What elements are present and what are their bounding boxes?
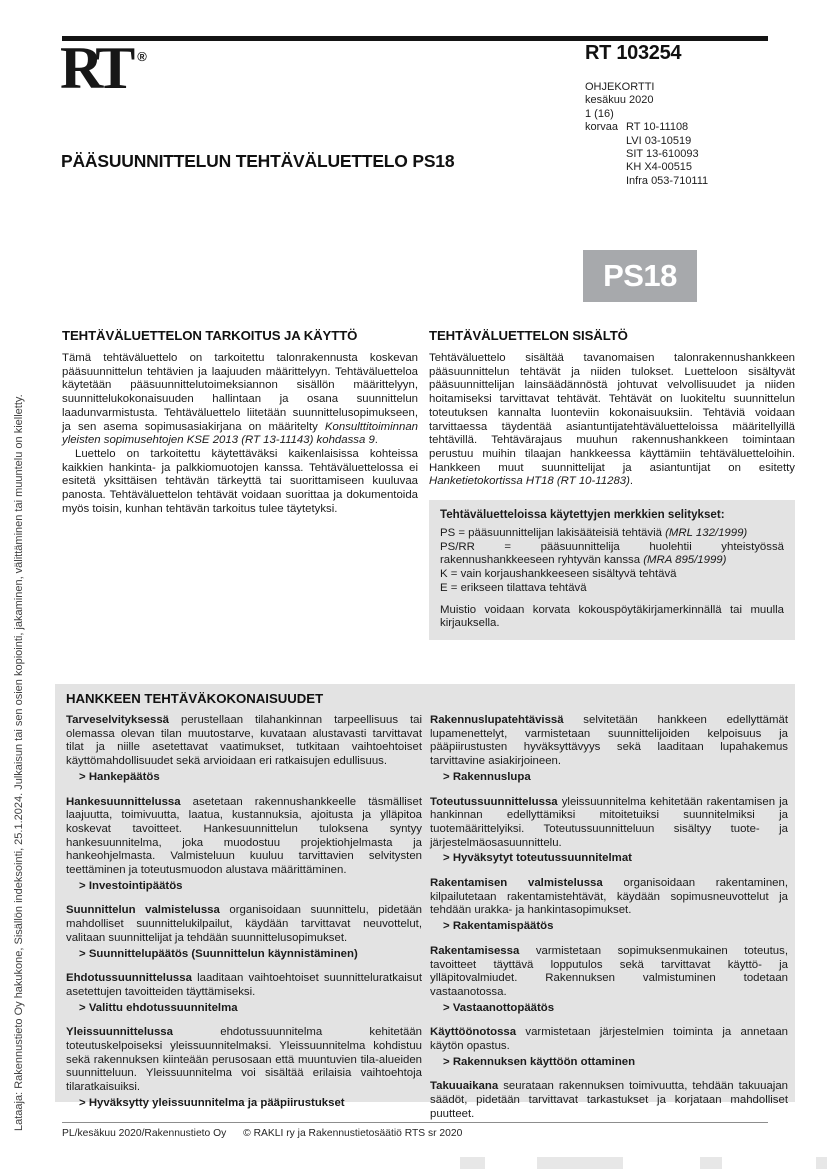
rt-logo: [60, 35, 147, 101]
legend-line: [440, 582, 784, 596]
phase-text: [430, 796, 788, 851]
phase-result: > Rakennuksen käyttöön ottaminen: [443, 1055, 636, 1068]
phase-result: > Vastaanottopäätös: [443, 1001, 555, 1014]
phase-result: > Rakennuslupa: [443, 770, 531, 783]
phase-item: [430, 945, 788, 1016]
phase-text: [66, 904, 422, 945]
phase-item: [430, 1026, 788, 1069]
phase-body: selvitetään hankkeen edellyttämät lupamenettelyt, varmistetaan suunnittelijoiden kelpoisuus ja pääpiirustusten hyväksyttävyys sekä laaditaan lupahakemus tarvittavine asiakirjoineen.: [430, 714, 788, 768]
phase-item: [430, 1080, 788, 1121]
next-page-fragment: [537, 1157, 623, 1169]
legend-line-reference: (MRA 895/1999): [643, 554, 727, 567]
header-rule: [62, 36, 768, 41]
purpose-p1-reference: Konsulttitoiminnan yleisten sopimusehtojen KSE 2013 (RT 13-11143) kohdassa 9: [62, 420, 418, 447]
phase-text: [66, 1026, 422, 1095]
intro-column-right: [429, 328, 795, 640]
legend-line-text: PS/RR = pääsuunnittelija huolehtii yhteistyössä rakennushankkeeseen ryhtyvän kanssa: [440, 540, 784, 567]
phase-text: [430, 1026, 788, 1053]
phase-text: [66, 972, 422, 999]
side-watermark: Lataaja: Rakennustieto Oy hakukone, Sisällön indeksointi, 25.1.2024. Julkaisun tai sen osien kopiointi, jakaminen, välittäminen tai muuntelu on kielletty.: [13, 394, 25, 1131]
phase-lead: Yleissuunnittelussa: [66, 1026, 173, 1039]
page-title: PÄÄSUUNNITTELUN TEHTÄVÄLUETTELO PS18: [61, 151, 455, 171]
phases-column-left: [66, 714, 422, 1133]
phase-item: [430, 796, 788, 867]
intro-columns: [62, 328, 795, 640]
phase-lead: Rakentamisessa: [430, 944, 520, 957]
phase-item: [66, 1026, 422, 1110]
legend-note: Muistio voidaan korvata kokouspöytäkirjamerkinnällä tai muulla kirjauksella.: [440, 603, 784, 630]
replaced-code: LVI 03-10519: [626, 134, 692, 147]
phase-result: > Hyväksytyt toteutussuunnitelmat: [443, 852, 632, 865]
phase-result: > Investointipäätös: [79, 879, 183, 892]
replaced-code: RT 10-11108: [626, 121, 689, 134]
legend-line: [440, 527, 784, 541]
phase-lead: Hankesuunnittelussa: [66, 795, 181, 808]
ps18-badge-label: PS18: [603, 258, 677, 293]
content-p1-text: Tehtäväluettelo sisältää tavanomaisen talonrakennushankkeen pääsuunnittelun tehtävät ja niiden tulokset. Luetteloon sisältyvät pääsuunnittelijan lainsäädännöstä johtuvat velvollisuudet ja niiden hoitamiseksi tarvittavat tehtävät. Tehtävät on luokiteltu suunnittelun toteutuksen kannalta luonteviin kokonaisuuksiin. Tehtäviä voidaan tarvittaessa täydentää asiantuntijatehtäväluetteloissa määritellyillä tehtävillä. Tehtävärajaus muuhun rakennushankkeen toimintaan perustuu muihin tilaajan hankkeessa käyttämiin tehtäväluetteloihin. Hankkeen muut suunnittelijat ja asiantuntijat on esitetty: [429, 352, 795, 474]
phase-text: [430, 1080, 788, 1121]
legend-line-reference: (MRL 132/1999): [665, 527, 748, 540]
purpose-paragraph-2: Luettelo on tarkoitettu käytettäväksi kaikenlaisissa kohteissa kaikkien hankinta- ja palkkiomuotojen kanssa. Tehtäväluettelossa ei esitetä yksittäisen tehtävän tärkeyttä tai suorittamiseen kuuluvaa panosta. Tehtäväluettelon tehtävät voidaan suorittaa ja dokumentoida myös toisin, kunhan tehtävän tarkoitus tulee täytetyksi.: [62, 447, 418, 515]
legend-line: [440, 541, 784, 568]
phase-text: [430, 945, 788, 1000]
phase-lead: Suunnittelun valmistelussa: [66, 904, 220, 917]
phases-column-right: [430, 714, 788, 1133]
replaced-code: KH X4-00515: [626, 161, 693, 174]
phase-result: > Hyväksytty yleissuunnitelma ja pääpiirustukset: [79, 1096, 345, 1109]
phases-heading: HANKKEEN TEHTÄVÄKOKONAISUUDET: [66, 691, 324, 706]
page-count: 1 (16): [585, 107, 614, 120]
phase-body: organisoidaan rakentaminen, kilpailutetaan rakentamistehtävät, käydään sopimusneuvottelut ja tehdään urakka- ja hankintasopimukset.: [430, 877, 788, 917]
phases-section: [55, 684, 795, 1120]
replaces-row: [585, 121, 708, 188]
purpose-paragraph-1: [62, 352, 418, 448]
phase-item: [430, 714, 788, 785]
content-p1-reference: Hanketietokortissa HT18 (RT 10-11283): [429, 475, 630, 488]
phase-body: varmistetaan sopimuksenmukainen toteutus, tavoitteet täyttävä lopputulos sekä tarvittavat käyttö- ja ylläpitovalmiudet. Rakennuksen valmistuminen todetaan vastaanotossa.: [430, 944, 788, 998]
phase-body: varmistetaan järjestelmien toiminta ja annetaan käytön opastus.: [430, 1026, 788, 1053]
purpose-p1-text: Tämä tehtäväluettelo on tarkoitettu talonrakennusta koskevan pääsuunnittelun tehtävien ja laajuuden määrittelyyn. Tehtäväluetteloa käytetään pääsuunnittelutoimeksiannon sisällön määrittelyyn, suunnittelukokonaisuuden hallintaan ja osana suunnittelun laadunvarmistusta. Tehtäväluettelo liitetään suunnittelusopimukseen, ja sen asema sopimusasiakirjana on määritelty: [62, 352, 418, 433]
phase-text: [66, 796, 422, 878]
doc-meta: [585, 81, 708, 188]
phase-lead: Ehdotussuunnittelussa: [66, 972, 192, 985]
phase-body: yleissuunnitelma kehitetään rakentamisen ja hankinnan edellyttämiksi mitoitetuiksi suunnitelmiksi ja tuotemäärittelyiksi. Toteutussuunnitteluun sisältyy tuote- ja järjestelmäosasuunnittelu.: [430, 795, 788, 849]
phase-item: [66, 796, 422, 894]
phase-lead: Rakennuslupatehtävissä: [430, 714, 564, 726]
legend-box: [429, 500, 795, 640]
legend-line-text: E = erikseen tilattava tehtävä: [440, 581, 587, 594]
phase-result: > Suunnittelupäätös (Suunnittelun käynnistäminen): [79, 947, 358, 960]
rt-logo-text: RT: [60, 35, 130, 101]
legend-line-text: K = vain korjaushankkeeseen sisältyvä tehtävä: [440, 568, 677, 581]
phase-lead: Takuuaikana: [430, 1080, 499, 1093]
legend-heading: Tehtäväluetteloissa käytettyjen merkkien selitykset:: [440, 508, 725, 522]
replaced-code: Infra 053-710111: [626, 174, 709, 187]
phase-item: [66, 904, 422, 961]
intro-column-left: [62, 328, 418, 640]
next-page-fragment: [816, 1157, 827, 1169]
phases-columns: [66, 714, 795, 1133]
replaces-list: [626, 121, 708, 188]
legend-line-text: PS = pääsuunnittelijan lakisääteisiä tehtäviä: [440, 527, 666, 540]
next-page-fragment: [460, 1157, 485, 1169]
replaces-label: korvaa: [585, 121, 619, 134]
purpose-p1-end: .: [374, 434, 378, 447]
phase-item: [66, 972, 422, 1015]
phase-body: laaditaan vaihtoehtoiset suunnitteluratkaisut asetettujen tavoitteiden täyttämiseksi.: [66, 972, 423, 998]
doc-number: RT 103254: [585, 42, 682, 64]
card-type: OHJEKORTTI: [585, 81, 655, 93]
phase-result: > Rakentamispäätös: [443, 920, 554, 933]
phase-item: [66, 714, 422, 785]
registered-trademark-icon: ®: [137, 49, 147, 64]
phase-text: [430, 877, 788, 918]
phase-text: [430, 714, 788, 769]
phase-body: perustellaan tilahankinnan tarpeellisuus tai olemassa olevan tilan muutostarve, kuvataan alustavasti tarvittavat tilat ja niille asetettavat vaatimukset, tutkitaan vaihtoehtoiset käyttömahdollisuudet sekä arvioidaan eri ratkaisujen edullisuus.: [66, 714, 422, 768]
legend-line: [440, 568, 784, 582]
content-p1-end: .: [629, 475, 634, 488]
phase-text: [66, 714, 422, 769]
phase-body: ehdotussuunnitelma kehitetään toteutuskelpoiseksi yleissuunnitelmaksi. Yleissuunnitelma kohdistuu sekä rakennuksen kiinteään perusosaan että muuntuvien tila-alueiden suunnitteluun. Yleissuunnitelma voi sisältää erilaisia vaihtoehtoja tilaratkaisuiksi.: [66, 1026, 422, 1094]
phase-result: > Valittu ehdotussuunnitelma: [79, 1001, 238, 1014]
next-page-fragment: [700, 1157, 722, 1169]
section-heading-content: TEHTÄVÄLUETTELON SISÄLTÖ: [429, 328, 628, 343]
footer-copyright: © RAKLI ry ja Rakennustietosäätiö RTS sr 2020: [243, 1128, 463, 1139]
replaced-code: SIT 13-610093: [626, 148, 699, 161]
ps18-badge: [583, 250, 697, 302]
phase-body: organisoidaan suunnittelu, pidetään mahdolliset suunnittelukilpailut, käydään tarvittavat neuvottelut, valitaan suunnittelijat ja tehdään suunnittelusopimukset.: [66, 904, 423, 944]
document-id-block: [585, 42, 708, 188]
footer-publisher: PL/kesäkuu 2020/Rakennustieto Oy: [62, 1128, 227, 1139]
phase-lead: Käyttöönotossa: [430, 1026, 517, 1039]
phase-result: > Hankepäätös: [79, 770, 160, 783]
phase-item: [430, 877, 788, 934]
phase-lead: Tarveselvityksessä: [66, 714, 170, 726]
phase-lead: Toteutussuunnittelussa: [430, 795, 558, 808]
card-date: kesäkuu 2020: [585, 94, 654, 107]
phase-lead: Rakentamisen valmistelussa: [430, 877, 603, 890]
section-heading-purpose: TEHTÄVÄLUETTELON TARKOITUS JA KÄYTTÖ: [62, 328, 358, 343]
phase-body: seurataan rakennuksen toimivuutta, tehdään takuuajan säädöt, pidetään tarvittavat tarkastukset ja korjataan mahdolliset puutteet.: [430, 1080, 788, 1120]
content-paragraph-1: [429, 352, 795, 489]
page-footer: [62, 1122, 768, 1139]
phase-body: asetetaan rakennushankkeelle täsmälliset laajuutta, toimivuutta, laatua, kustannuksia, ajoitusta ja ylläpitoa koskevat tavoitteet. Hankesuunnittelun tuloksena syntyy hankesuunnitelma, joka muodostuu projektiohjelmasta ja hankeohjelmasta. Valmisteluun kuuluu tarvittavien selvitysten teettäminen ja toteutusmuodon alustava määrittäminen.: [66, 795, 422, 877]
